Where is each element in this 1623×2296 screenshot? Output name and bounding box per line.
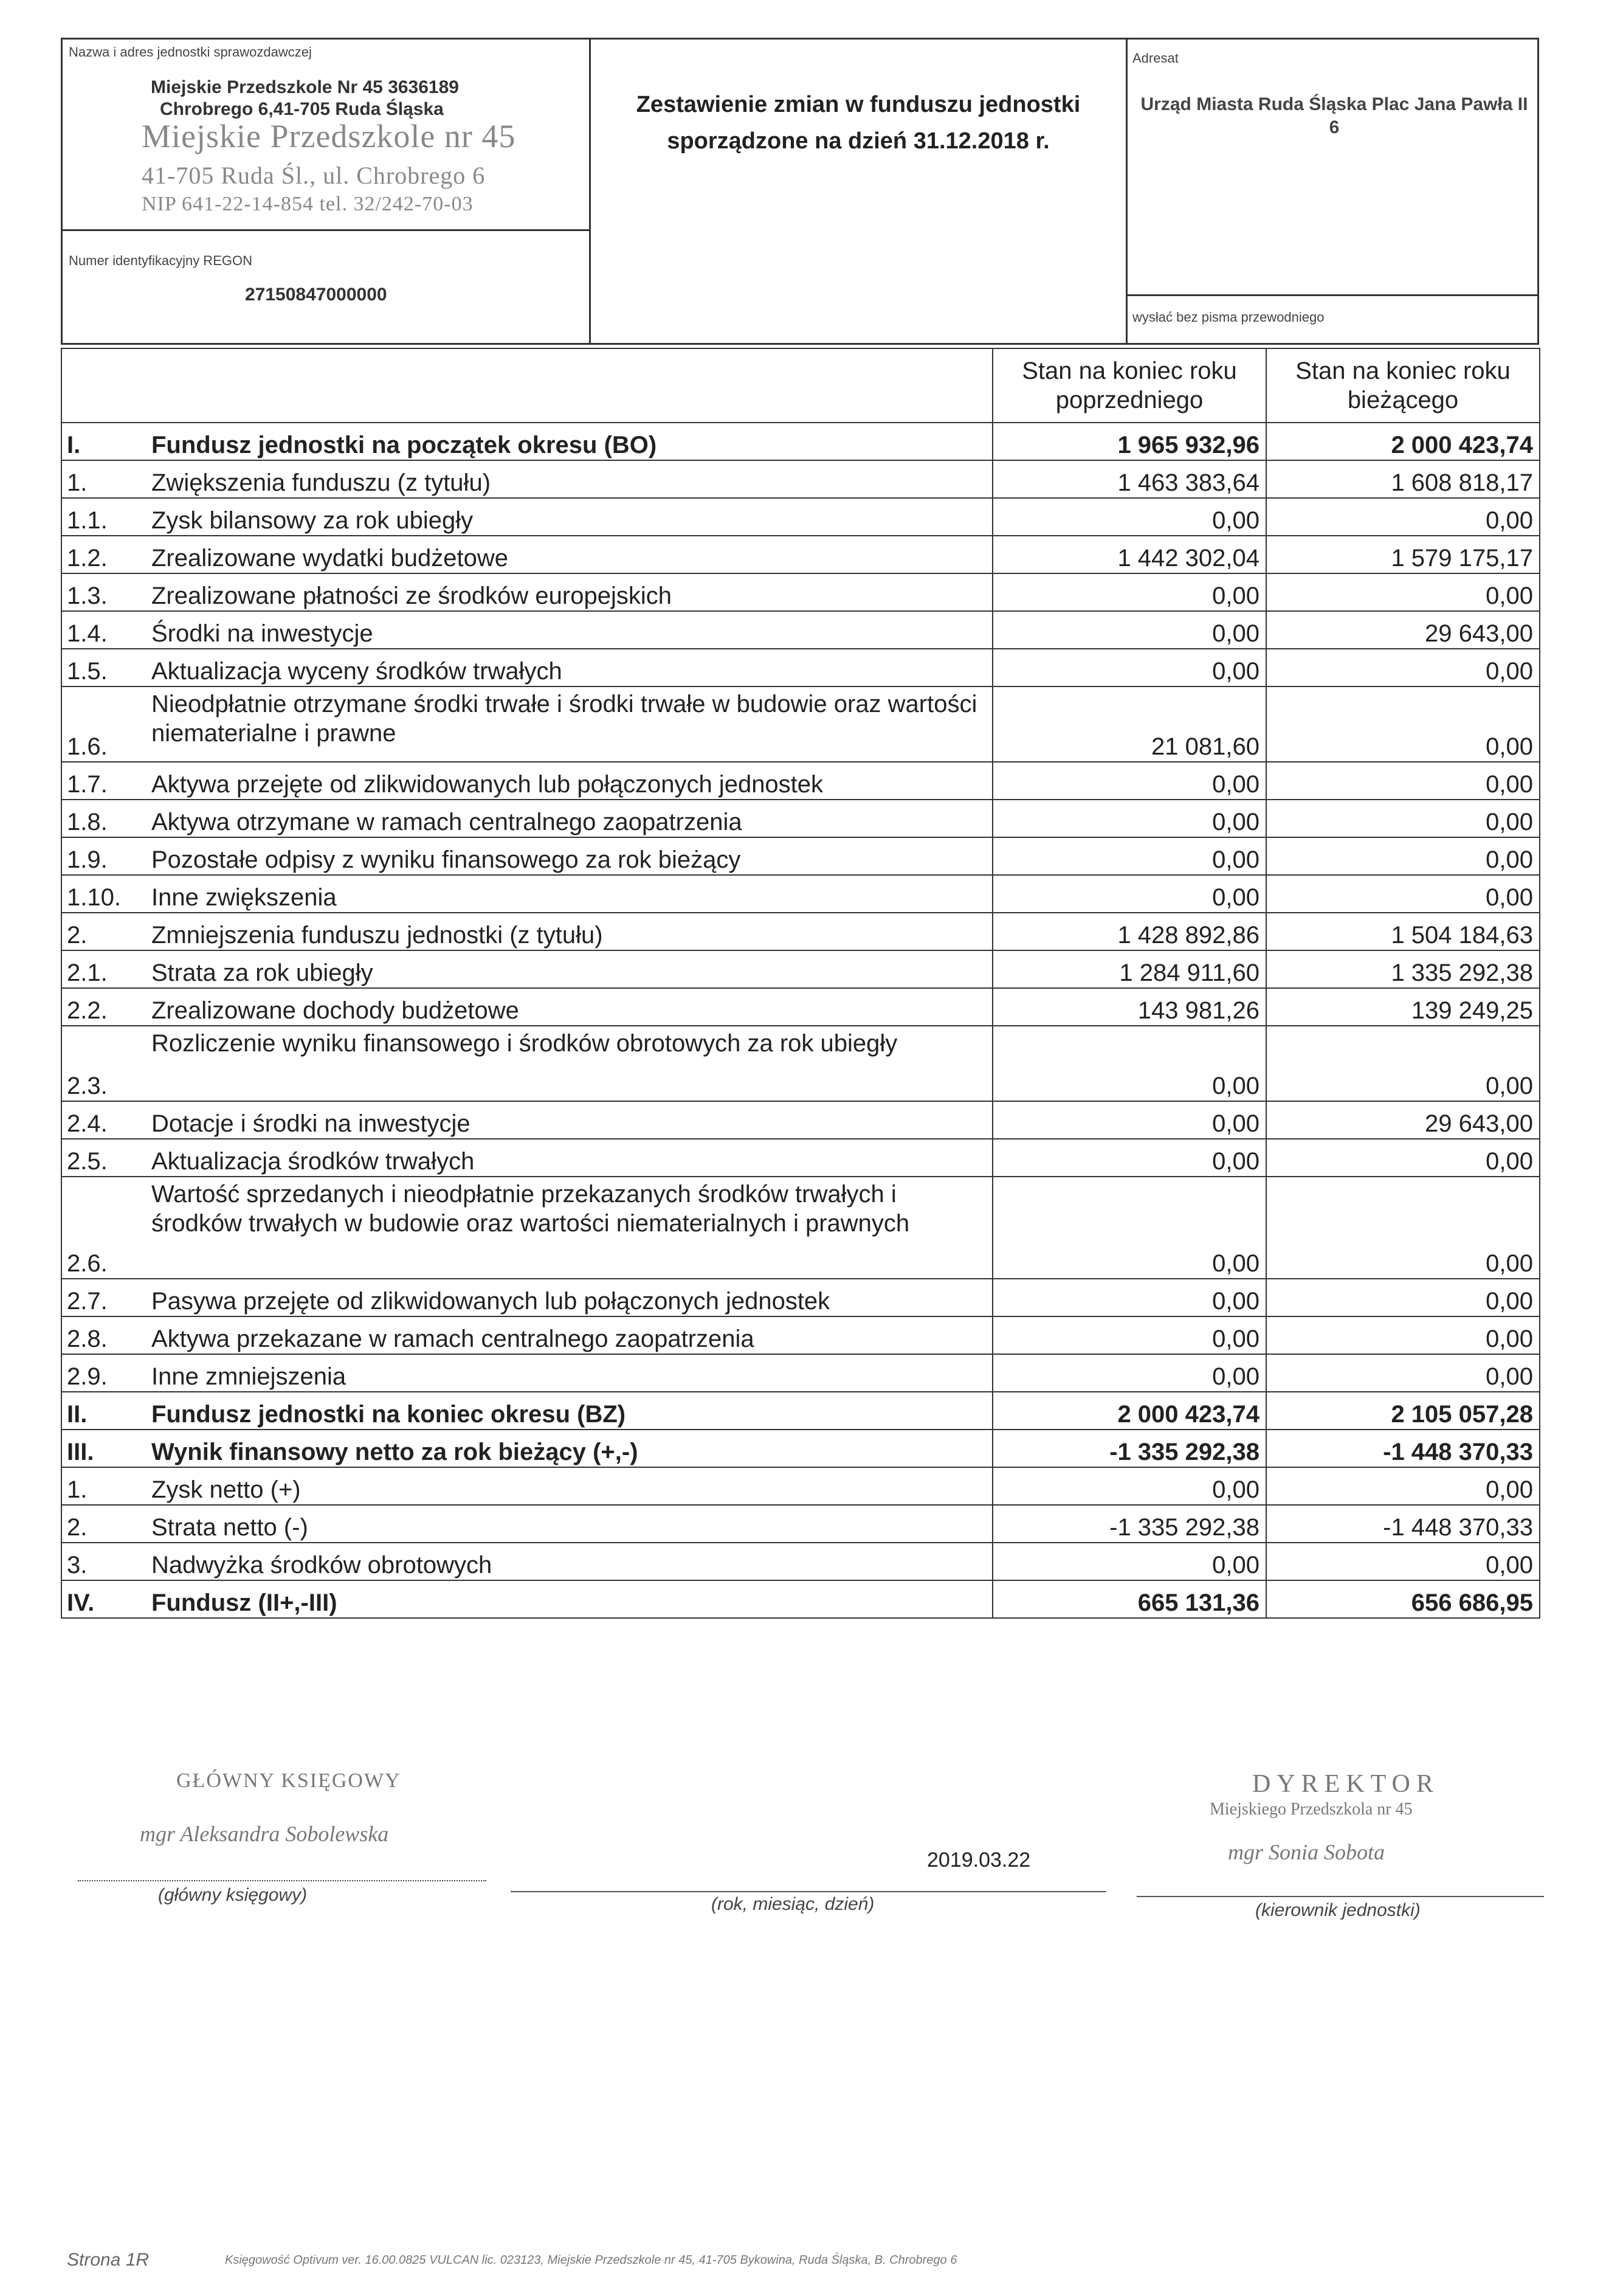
accountant-stamp-title: GŁÓWNY KSIĘGOWY <box>176 1769 401 1792</box>
row-number: I. <box>61 423 140 460</box>
table-row <box>61 1430 1540 1467</box>
row-prev-value: -1 335 292,38 <box>993 1505 1266 1543</box>
row-prev-value: 0,00 <box>993 1026 1266 1101</box>
row-label: Inne zwiększenia <box>140 875 993 913</box>
row-label: Dotacje i środki na inwestycje <box>140 1101 993 1139</box>
row-label: Zysk bilansowy za rok ubiegły <box>140 498 993 536</box>
table-row <box>61 1026 1540 1101</box>
row-curr-value: 0,00 <box>1266 1543 1540 1580</box>
accountant-stamp-name: mgr Aleksandra Sobolewska <box>140 1822 389 1846</box>
table-row <box>61 1467 1540 1505</box>
row-prev-value: 0,00 <box>993 800 1266 837</box>
row-label: Pozostałe odpisy z wyniku finansowego za rok bieżący <box>140 837 993 875</box>
row-number: 2.1. <box>61 950 140 988</box>
row-prev-value: -1 335 292,38 <box>993 1430 1266 1467</box>
row-label: Fundusz jednostki na początek okresu (BO) <box>140 423 993 460</box>
row-number: 2. <box>61 913 140 950</box>
row-label: Pasywa przejęte od zlikwidowanych lub połączonych jednostek <box>140 1279 993 1316</box>
row-curr-value: 139 249,25 <box>1266 988 1540 1026</box>
row-prev-value: 0,00 <box>993 1316 1266 1354</box>
row-prev-value: 0,00 <box>993 1177 1266 1279</box>
row-curr-value: 0,00 <box>1266 1354 1540 1392</box>
director-caption: (kierownik jednostki) <box>1255 1900 1421 1920</box>
row-label: Zrealizowane wydatki budżetowe <box>140 536 993 573</box>
row-label: Zwiększenia funduszu (z tytułu) <box>140 460 993 498</box>
unit-name-line2: Chrobrego 6,41-705 Ruda Śląska <box>160 99 444 119</box>
addressee-label: Adresat <box>1132 50 1179 66</box>
col-prev-header: Stan na koniec roku poprzedniego <box>993 348 1266 423</box>
row-label: Strata netto (-) <box>140 1505 993 1543</box>
row-number: 1.5. <box>61 649 140 686</box>
row-number: 2.2. <box>61 988 140 1026</box>
row-number: 2.6. <box>61 1177 140 1279</box>
accountant-caption: (główny księgowy) <box>158 1885 308 1905</box>
row-label: Aktywa przekazane w ramach centralnego zaopatrzenia <box>140 1316 993 1354</box>
row-curr-value: 0,00 <box>1266 1467 1540 1505</box>
row-prev-value: 0,00 <box>993 1279 1266 1316</box>
row-number: 2. <box>61 1505 140 1543</box>
table-row <box>61 762 1540 800</box>
row-number: 2.9. <box>61 1354 140 1392</box>
row-number: 3. <box>61 1543 140 1580</box>
row-curr-value: 0,00 <box>1266 1026 1540 1101</box>
table-header-row <box>61 348 1540 423</box>
table-row <box>61 1177 1540 1279</box>
regon-box <box>61 229 591 345</box>
table-row <box>61 913 1540 950</box>
table-row <box>61 611 1540 649</box>
stamp-line1: Miejskie Przedszkole nr 45 <box>142 118 516 154</box>
row-number: 1.8. <box>61 800 140 837</box>
table-row <box>61 1505 1540 1543</box>
row-curr-value: 0,00 <box>1266 800 1540 837</box>
row-prev-value: 143 981,26 <box>993 988 1266 1026</box>
row-label: Strata za rok ubiegły <box>140 950 993 988</box>
row-prev-value: 1 463 383,64 <box>993 460 1266 498</box>
row-prev-value: 0,00 <box>993 837 1266 875</box>
row-number: 1.6. <box>61 686 140 762</box>
row-curr-value: -1 448 370,33 <box>1266 1430 1540 1467</box>
row-curr-value: 1 504 184,63 <box>1266 913 1540 950</box>
row-curr-value: 0,00 <box>1266 686 1540 762</box>
software-note: Księgowość Optivum ver. 16.00.0825 VULCAN lic. 023123, Miejskie Przedszkole nr 45, 41-705 Bykowina, Ruda Śląska, B. Chrobrego 6 <box>225 2253 957 2267</box>
table-row <box>61 988 1540 1026</box>
table-row <box>61 536 1540 573</box>
row-prev-value: 0,00 <box>993 649 1266 686</box>
col-curr-header: Stan na koniec roku bieżącego <box>1266 348 1540 423</box>
row-curr-value: 656 686,95 <box>1266 1580 1540 1618</box>
row-prev-value: 1 428 892,86 <box>993 913 1266 950</box>
table-row <box>61 460 1540 498</box>
table-row <box>61 1139 1540 1177</box>
row-curr-value: 1 335 292,38 <box>1266 950 1540 988</box>
row-number: 1. <box>61 1467 140 1505</box>
row-number: 2.7. <box>61 1279 140 1316</box>
reporting-unit-box <box>61 38 591 231</box>
row-label: Nadwyżka środków obrotowych <box>140 1543 993 1580</box>
regon-value: 27150847000000 <box>245 285 387 305</box>
row-number: III. <box>61 1430 140 1467</box>
row-number: 2.5. <box>61 1139 140 1177</box>
report-title-line1: Zestawienie zmian w funduszu jednostki <box>636 92 1081 117</box>
date-line <box>511 1891 1106 1892</box>
row-prev-value: 0,00 <box>993 1354 1266 1392</box>
table-row <box>61 686 1540 762</box>
row-curr-value: 0,00 <box>1266 837 1540 875</box>
row-prev-value: 0,00 <box>993 498 1266 536</box>
row-prev-value: 0,00 <box>993 611 1266 649</box>
row-label: Aktualizacja środków trwałych <box>140 1139 993 1177</box>
send-note-box <box>1126 294 1539 345</box>
table-row <box>61 837 1540 875</box>
row-number: 1.3. <box>61 573 140 611</box>
send-note: wysłać bez pisma przewodniego <box>1132 309 1325 325</box>
row-curr-value: 1 579 175,17 <box>1266 536 1540 573</box>
date-caption: (rok, miesiąc, dzień) <box>711 1894 875 1914</box>
row-number: 1. <box>61 460 140 498</box>
row-number: 1.1. <box>61 498 140 536</box>
row-number: 1.7. <box>61 762 140 800</box>
table-row <box>61 423 1540 460</box>
row-prev-value: 0,00 <box>993 1543 1266 1580</box>
stamp-line2: 41-705 Ruda Śl., ul. Chrobrego 6 <box>142 162 486 189</box>
row-number: 2.4. <box>61 1101 140 1139</box>
table-row <box>61 1580 1540 1618</box>
row-label: Fundusz (II+,-III) <box>140 1580 993 1618</box>
row-label: Zysk netto (+) <box>140 1467 993 1505</box>
row-prev-value: 665 131,36 <box>993 1580 1266 1618</box>
row-curr-value: 2 000 423,74 <box>1266 423 1540 460</box>
director-stamp-title: DYREKTOR <box>1252 1770 1439 1798</box>
director-stamp-name: mgr Sonia Sobota <box>1228 1840 1385 1864</box>
row-prev-value: 0,00 <box>993 1101 1266 1139</box>
row-label: Zmniejszenia funduszu jednostki (z tytułu) <box>140 913 993 950</box>
row-label: Fundusz jednostki na koniec okresu (BZ) <box>140 1392 993 1430</box>
table-row <box>61 498 1540 536</box>
row-curr-value: 0,00 <box>1266 573 1540 611</box>
table-row <box>61 573 1540 611</box>
table-row <box>61 649 1540 686</box>
row-label: Wartość sprzedanych i nieodpłatnie przekazanych środków trwałych i środków trwałych w budowie oraz wartości niematerialnych i prawnych <box>140 1177 993 1279</box>
row-prev-value: 0,00 <box>993 762 1266 800</box>
row-prev-value: 21 081,60 <box>993 686 1266 762</box>
row-curr-value: 1 608 818,17 <box>1266 460 1540 498</box>
row-curr-value: 0,00 <box>1266 498 1540 536</box>
addressee-box <box>1126 38 1539 296</box>
row-number: II. <box>61 1392 140 1430</box>
addressee-value: Urząd Miasta Ruda Śląska Plac Jana Pawła II 6 <box>1140 94 1528 137</box>
row-curr-value: 29 643,00 <box>1266 1101 1540 1139</box>
row-label: Rozliczenie wyniku finansowego i środków obrotowych za rok ubiegły <box>140 1026 993 1101</box>
stamp-line3: NIP 641-22-14-854 tel. 32/242-70-03 <box>142 193 474 215</box>
page-number: Strona 1R <box>67 2250 150 2270</box>
table-row <box>61 875 1540 913</box>
fund-changes-table <box>61 348 1540 1619</box>
row-label: Zrealizowane dochody budżetowe <box>140 988 993 1026</box>
signing-date: 2019.03.22 <box>927 1848 1031 1872</box>
table-row <box>61 1354 1540 1392</box>
row-label: Aktywa przejęte od zlikwidowanych lub połączonych jednostek <box>140 762 993 800</box>
row-label: Nieodpłatnie otrzymane środki trwałe i środki trwałe w budowie oraz wartości niematerialne i prawne <box>140 686 993 762</box>
row-number: IV. <box>61 1580 140 1618</box>
row-prev-value: 0,00 <box>993 875 1266 913</box>
report-title-line2: sporządzone na dzień 31.12.2018 r. <box>667 128 1050 154</box>
row-prev-value: 1 442 302,04 <box>993 536 1266 573</box>
row-prev-value: 2 000 423,74 <box>993 1392 1266 1430</box>
table-row <box>61 950 1540 988</box>
table-row <box>61 1101 1540 1139</box>
table-row <box>61 1392 1540 1430</box>
row-prev-value: 1 965 932,96 <box>993 423 1266 460</box>
row-label: Aktywa otrzymane w ramach centralnego zaopatrzenia <box>140 800 993 837</box>
unit-name-line1: Miejskie Przedszkole Nr 45 3636189 <box>151 77 459 97</box>
row-curr-value: 2 105 057,28 <box>1266 1392 1540 1430</box>
row-curr-value: 0,00 <box>1266 649 1540 686</box>
row-label: Aktualizacja wyceny środków trwałych <box>140 649 993 686</box>
row-number: 1.4. <box>61 611 140 649</box>
row-curr-value: -1 448 370,33 <box>1266 1505 1540 1543</box>
row-prev-value: 0,00 <box>993 1467 1266 1505</box>
director-line <box>1137 1896 1544 1897</box>
table-row <box>61 800 1540 837</box>
row-number: 1.10. <box>61 875 140 913</box>
table-row <box>61 1279 1540 1316</box>
regon-label: Numer identyfikacyjny REGON <box>69 253 252 268</box>
row-label: Inne zmniejszenia <box>140 1354 993 1392</box>
row-prev-value: 0,00 <box>993 573 1266 611</box>
row-label: Wynik finansowy netto za rok bieżący (+,-) <box>140 1430 993 1467</box>
row-label: Środki na inwestycje <box>140 611 993 649</box>
table-row <box>61 1543 1540 1580</box>
row-prev-value: 0,00 <box>993 1139 1266 1177</box>
reporting-unit-label: Nazwa i adres jednostki sprawozdawczej <box>69 44 312 60</box>
director-stamp-unit: Miejskiego Przedszkola nr 45 <box>1210 1800 1413 1819</box>
row-number: 2.3. <box>61 1026 140 1101</box>
row-number: 2.8. <box>61 1316 140 1354</box>
title-box <box>589 38 1128 345</box>
row-number: 1.2. <box>61 536 140 573</box>
row-curr-value: 0,00 <box>1266 1177 1540 1279</box>
row-number: 1.9. <box>61 837 140 875</box>
row-curr-value: 0,00 <box>1266 762 1540 800</box>
row-label: Zrealizowane płatności ze środków europejskich <box>140 573 993 611</box>
table-row <box>61 1316 1540 1354</box>
row-curr-value: 0,00 <box>1266 1139 1540 1177</box>
row-prev-value: 1 284 911,60 <box>993 950 1266 988</box>
row-curr-value: 0,00 <box>1266 875 1540 913</box>
row-curr-value: 0,00 <box>1266 1279 1540 1316</box>
accountant-line <box>78 1880 486 1881</box>
row-curr-value: 29 643,00 <box>1266 611 1540 649</box>
row-curr-value: 0,00 <box>1266 1316 1540 1354</box>
